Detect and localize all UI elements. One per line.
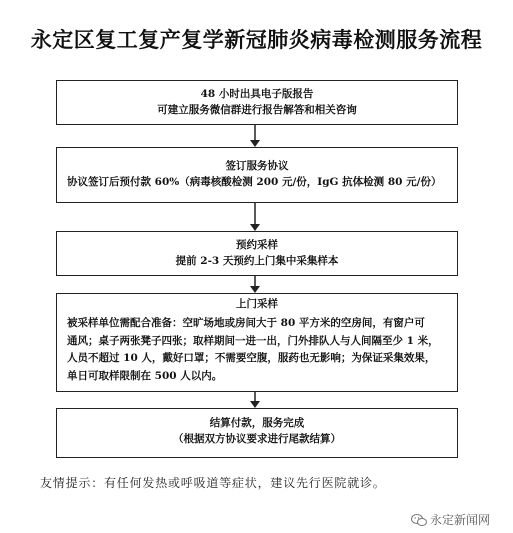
step-sampling-box [56,293,458,392]
friendly-tip: 友情提示：有任何发热或呼吸道等症状，建议先行医院就诊。 [40,476,386,490]
arrow-down-icon [248,276,262,293]
wechat-icon [411,513,427,527]
step-report-line1: 48 小时出具电子版报告 [200,88,314,100]
step-report-box [56,80,458,125]
step-sampling-heading: 上门采样 [236,298,278,310]
step-sampling-line: 单日可取样限制在 500 人以内。 [67,369,223,382]
step-agreement-detail: 协议签订后预付款 60%（病毒核酸检测 200 元/份，IgG 抗体检测 80 元/份） [67,176,442,188]
step-sampling-body [57,315,457,385]
step-report-line2: 可建立服务微信群进行报告解答和相关咨询 [157,104,357,116]
step-appointment-detail: 提前 2-3 天预约上门集中采集样本 [175,255,339,267]
step-agreement-box [56,147,458,203]
watermark [411,511,490,528]
step-appointment-box [56,231,458,276]
step-sampling-line: 被采样单位需配合准备：空旷场地或房间大于 80 平方米的空房间，有窗户可 [67,317,425,329]
step-sampling-line: 人员不超过 10 人，戴好口罩；不需要空腹，服药也无影响；为保证采集效果， [67,352,436,364]
step-settlement-heading: 结算付款，服务完成 [209,417,305,429]
watermark-text: 永定新闻网 [430,513,491,527]
step-appointment-heading: 预约采样 [236,239,278,251]
arrow-down-icon [248,392,262,408]
step-sampling-line: 通风；桌子两张凳子四张；取样期间一进一出，门外排队人与人间隔至少 1 米， [67,334,439,347]
arrow-down-icon [248,203,262,231]
step-settlement-detail: （根据双方协议要求进行尾款结算） [173,433,341,445]
page-title: 永定区复工复产复学新冠肺炎病毒检测服务流程 [30,27,483,52]
arrow-down-icon [248,125,262,147]
step-agreement-heading: 签订服务协议 [225,160,289,172]
step-settlement-box [56,408,458,458]
